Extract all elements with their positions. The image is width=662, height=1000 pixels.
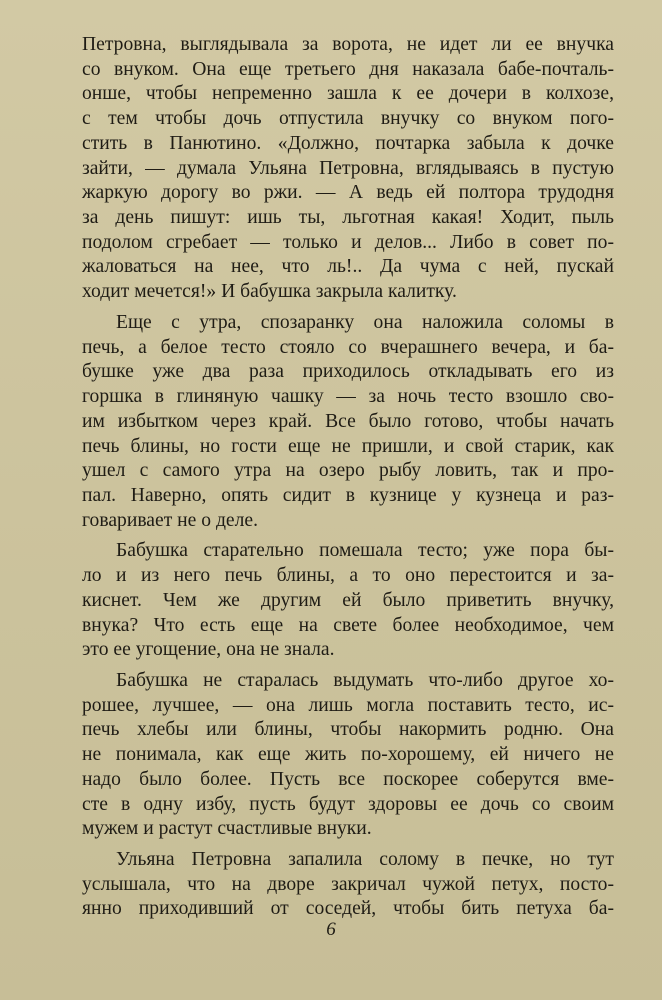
text-line: подолом сгребает — только и делов... Либо в совет по- xyxy=(82,231,614,253)
text-line: Ульяна Петровна запалила солому в печке, но тут xyxy=(116,849,614,870)
text-line: пал. Наверно, опять сидит в кузнице у кузнеца и раз- xyxy=(82,484,614,506)
text-line: Еще с утра, спозаранку она наложила соломы в xyxy=(116,311,614,333)
paragraph xyxy=(82,669,614,842)
text-line: печь хлебы или блины, чтобы накормить родню. Она xyxy=(82,719,614,741)
text-line: Петровна, выглядывала за ворота, не идет ли ее внучка xyxy=(82,34,614,55)
text-line: говаривает не о деле. xyxy=(82,509,258,531)
text-line: ходит мечется!» И бабушка закрыла калитку. xyxy=(82,281,457,303)
text-line: за день пишут: ишь ты, льготная какая! Ходит, пыль xyxy=(82,207,614,229)
paragraph xyxy=(82,311,614,533)
text-line: им избытком через край. Все было готово, чтобы начать xyxy=(82,410,614,432)
text-line: горшка в глиняную чашку — за ночь тесто взошло сво- xyxy=(82,386,614,408)
text-line: рошее, лучшее, — она лишь могла поставить тесто, ис- xyxy=(82,694,614,716)
text-line: услышала, что на дворе закричал чужой петух, посто- xyxy=(82,873,614,895)
text-line: киснет. Чем же другим ей было приветить внучку, xyxy=(82,589,614,611)
text-line: онше, чтобы непременно зашла к ее дочери в колхозе, xyxy=(82,83,614,105)
text-line: сте в одну избу, пусть будут здоровы ее дочь со своим xyxy=(82,793,614,815)
paragraph xyxy=(82,539,614,663)
text-line: ушел с самого утра на озеро рыбу ловить, так и про- xyxy=(82,460,614,482)
page-text xyxy=(82,33,614,922)
text-line: бушке уже два раза приходилось откладывать его из xyxy=(82,361,614,383)
text-line: это ее угощение, она не знала. xyxy=(82,639,335,661)
text-line: Бабушка старательно помешала тесто; уже пора бы- xyxy=(116,540,614,562)
text-line: мужем и растут счастливые внуки. xyxy=(82,818,372,840)
text-line: янно приходивший от соседей, чтобы бить петуха ба- xyxy=(82,898,614,920)
text-line: печь блины, но гости еще не пришли, и свой старик, как xyxy=(82,435,614,457)
text-line: стить в Панютино. «Должно, почтарка забыла к дочке xyxy=(82,132,614,154)
text-line: зайти, — думала Ульяна Петровна, вглядываясь в пустую xyxy=(82,157,614,179)
text-line: внука? Что есть еще на свете более необходимое, чем xyxy=(82,614,614,636)
text-line: с тем чтобы дочь отпустила внучку со внуком пого- xyxy=(82,108,614,130)
text-line: жаркую дорогу во ржи. — А ведь ей полтора трудодня xyxy=(82,182,614,204)
text-line: не понимала, как еще жить по-хорошему, ей ничего не xyxy=(82,744,614,766)
paragraph xyxy=(82,33,614,305)
text-line: Бабушка не старалась выдумать что-либо другое хо- xyxy=(116,669,614,691)
text-line: надо было более. Пусть все поскорее соберутся вме- xyxy=(82,768,614,790)
text-line: печь, а белое тесто стояло со вчерашнего вечера, и ба- xyxy=(82,336,614,358)
page-number: 6 xyxy=(326,919,336,940)
text-line: жаловаться на нее, что ль!.. Да чума с ней, пускай xyxy=(82,256,614,278)
paragraph xyxy=(82,848,614,922)
text-line: со внуком. Она еще третьего дня наказала бабе-почталь- xyxy=(82,58,614,80)
text-line: ло и из него печь блины, а то оно перестоится и за- xyxy=(82,565,614,587)
